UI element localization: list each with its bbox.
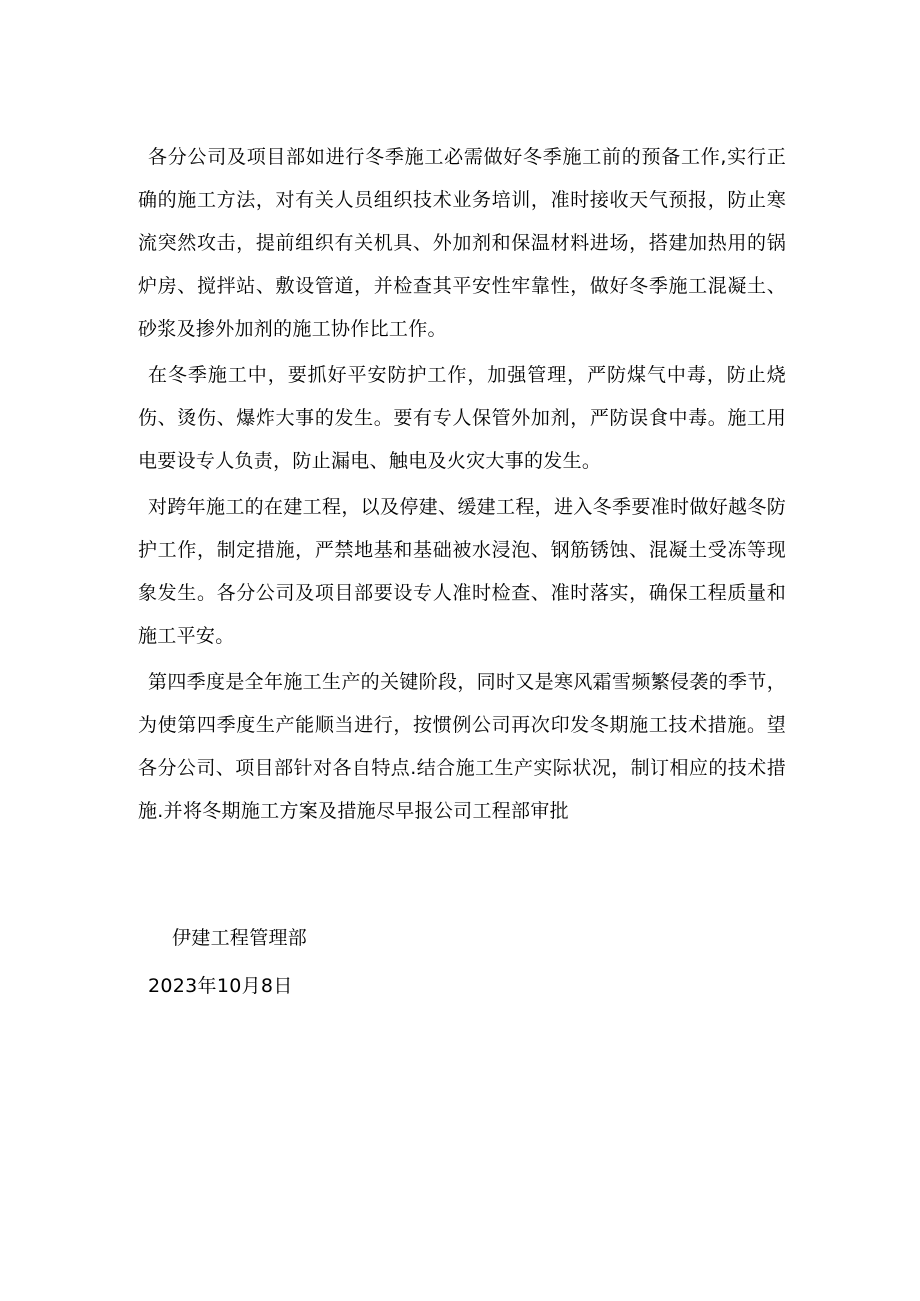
- issuer-signature: 伊建工程管理部: [172, 927, 308, 949]
- document-body: [138, 136, 786, 836]
- paragraph-safety-protection: 在冬季施工中，要抓好平安防护工作，加强管理，严防煤气中毒，防止烧伤、烫伤、爆炸大事的发生。要有专人保管外加剂，严防误食中毒。施工用电要设专人负责，防止漏电、触电及火灾大事的发生。: [138, 364, 786, 472]
- paragraph-fourth-quarter-notice: 第四季度是全年施工生产的关键阶段，同时又是寒风霜雪频繁侵袭的季节，为使第四季度生产能顺当进行，按惯例公司再次印发冬期施工技术措施。望各分公司、项目部针对各自特点.结合施工生产实际状况，制订相应的技术措施.并将冬期施工方案及措施尽早报公司工程部审批: [138, 671, 786, 822]
- paragraph-winter-preparation: 各分公司及项目部如进行冬季施工必需做好冬季施工前的预备工作,实行正确的施工方法，对有关人员组织技术业务培训，准时接收天气预报，防止寒流突然攻击，提前组织有关机具、外加剂和保温材料进场，搭建加热用的锅炉房、搅拌站、敷设管道，并检查其平安性牢靠性，做好冬季施工混凝土、砂浆及掺外加剂的施工协作比工作。: [138, 146, 786, 340]
- issue-date: 2023年10月8日: [148, 975, 293, 997]
- paragraph-overwintering-protection: 对跨年施工的在建工程，以及停建、缓建工程，进入冬季要准时做好越冬防护工作，制定措施，严禁地基和基础被水浸泡、钢筋锈蚀、混凝土受冻等现象发生。各分公司及项目部要设专人准时检查、准时落实，确保工程质量和施工平安。: [138, 496, 786, 647]
